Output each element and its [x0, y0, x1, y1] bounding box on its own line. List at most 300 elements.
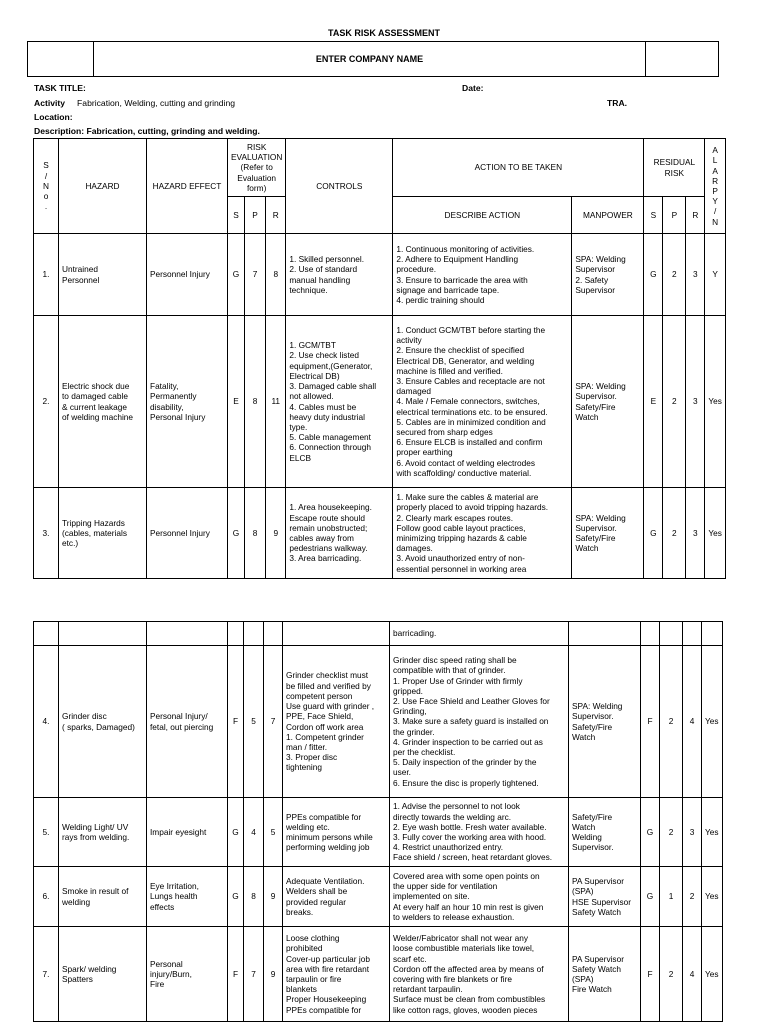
action-line: scarf etc. — [393, 953, 427, 964]
header-hazard: HAZARD — [59, 139, 147, 234]
action-line: procedure. — [396, 264, 437, 275]
header-residual-s: S — [644, 197, 663, 234]
risk-p: 7 — [244, 927, 264, 1022]
table-row — [34, 867, 723, 927]
manpower-line: HSE Supervisor — [572, 896, 632, 907]
control-line: Grinder checklist must — [286, 670, 369, 681]
activity-value: Fabrication, Welding, cutting and grinding — [77, 98, 236, 108]
action-line: 3. Make sure a safety guard is installed on — [393, 716, 549, 727]
header-alarp-char: L — [712, 155, 718, 166]
header-action-to-be-taken: ACTION TO BE TAKEN — [393, 139, 644, 197]
effect-line: Personnel Injury — [150, 527, 210, 538]
description-line — [34, 126, 260, 136]
risk-p: 8 — [244, 867, 264, 927]
risk-s: G — [228, 798, 244, 867]
action-cell — [390, 867, 569, 927]
row-number: 3. — [34, 488, 59, 579]
hazard-cell — [59, 867, 147, 927]
control-line: Loose clothing — [286, 933, 340, 944]
control-line: Welders shall be — [286, 886, 348, 897]
manpower-line: Welding — [572, 832, 602, 842]
action-line: directly towards the welding arc. — [393, 811, 512, 822]
action-line: secured from sharp edges — [396, 427, 493, 437]
effect-line: effects — [150, 901, 175, 912]
hazard-effect-cell — [147, 646, 228, 798]
manpower-line: Watch — [575, 411, 599, 422]
action-line: like cotton rags, gloves, wooden pieces — [393, 1004, 538, 1015]
control-line: technique. — [289, 284, 328, 295]
hazard-line: of welding machine — [62, 411, 134, 422]
action-line: to welders to release exhaustion. — [393, 911, 515, 922]
control-line: pedestrians walkway. — [289, 543, 368, 554]
header-alarp-char: / — [713, 206, 717, 217]
alarp-value: Yes — [702, 798, 723, 867]
row-number: 7. — [34, 927, 59, 1022]
control-line: 1. GCM/TBT — [289, 340, 336, 351]
header-risk-line: EVALUATION — [231, 152, 283, 163]
effect-line: Personnel Injury — [150, 269, 210, 280]
company-name-box[interactable] — [27, 41, 719, 77]
hazard-line: Untrained — [62, 264, 98, 275]
hazard-line: ( sparks, Damaged) — [62, 721, 135, 732]
manpower-line: Safety/Fire — [572, 721, 613, 732]
action-line: Covered area with some open points on — [393, 870, 540, 881]
hazard-effect-cell — [147, 867, 228, 927]
control-line: provided regular — [286, 896, 346, 907]
residual-p: 2 — [660, 646, 683, 798]
page-2-rows — [34, 646, 723, 1022]
control-line: tarpaulin or fire — [286, 974, 342, 984]
risk-r: 9 — [264, 867, 283, 927]
action-line: 1. Proper Use of Grinder with firmly — [393, 675, 523, 686]
control-line: minimum persons while — [286, 832, 373, 842]
action-line: 6. Ensure the disc is properly tightened. — [393, 777, 539, 788]
action-line: 2. Use Face Shield and Leather Gloves for — [393, 695, 550, 706]
control-line: remain unobstructed; — [289, 522, 368, 533]
manpower-line: (SPA) — [572, 974, 594, 984]
control-line: 3. Proper disc — [286, 752, 338, 763]
residual-p: 2 — [660, 927, 683, 1022]
control-line: Cover-up particular job — [286, 953, 370, 964]
controls-cell — [286, 488, 393, 579]
control-line: PPE, Face Shield, — [286, 711, 354, 722]
risk-r: 9 — [266, 488, 286, 579]
control-line: Electrical DB) — [289, 370, 340, 381]
header-sno-char: S — [43, 160, 49, 171]
action-line: 1. Make sure the cables & material are — [396, 492, 539, 503]
risk-r: 9 — [264, 927, 283, 1022]
manpower-line: Safety Watch — [572, 906, 622, 917]
location-label: Location: — [34, 112, 73, 122]
page-1-rows — [34, 234, 726, 579]
action-line: 4. Grinder inspection to be carried out as — [393, 736, 543, 747]
header-residual-r: R — [686, 197, 705, 234]
effect-line: Personal Injury — [150, 411, 206, 422]
action-line: essential personnel in working area — [396, 563, 527, 574]
manpower-line: (SPA) — [572, 886, 594, 897]
header-sno-char: . — [44, 201, 48, 212]
risk-r: 8 — [266, 234, 286, 316]
action-line: Grinding, — [393, 706, 427, 717]
manpower-line: Supervisor — [575, 264, 616, 275]
hazard-line: Smoke in result of — [62, 886, 129, 897]
table-row — [34, 234, 726, 316]
action-line: 4. Male / Female connectors, switches, — [396, 396, 540, 407]
action-line: 3. Fully cover the working area with hood. — [393, 832, 547, 842]
header-risk-evaluation — [228, 139, 286, 197]
cont-cell — [641, 622, 660, 646]
action-line: 2. Eye wash bottle. Fresh water available. — [393, 821, 547, 832]
action-line: Face shield / screen, heat retardant gloves. — [393, 852, 553, 863]
control-line: 1. Competent grinder — [286, 731, 364, 742]
hazard-cell — [59, 646, 147, 798]
action-line: 1. Conduct GCM/TBT before starting the — [396, 324, 546, 335]
residual-r: 4 — [683, 927, 702, 1022]
control-line: be filled and verified by — [286, 680, 371, 691]
manpower-line: Supervisor — [575, 284, 616, 295]
control-line: Adequate Ventilation. — [286, 876, 365, 887]
header-sno — [34, 139, 59, 234]
risk-p: 8 — [244, 488, 265, 579]
hazard-line: to damaged cable — [62, 391, 128, 402]
manpower-line: Safety Watch — [572, 963, 622, 974]
residual-r: 2 — [683, 867, 702, 927]
header-residual-risk — [644, 139, 705, 197]
action-line: 2. Adhere to Equipment Handling — [396, 254, 519, 265]
header-alarp-char: A — [712, 165, 718, 176]
cont-cell — [228, 622, 244, 646]
risk-p: 7 — [244, 234, 265, 316]
risk-p: 4 — [244, 798, 264, 867]
cont-cell — [264, 622, 283, 646]
risk-r: 7 — [264, 646, 283, 798]
control-line: 2. Use of standard — [289, 264, 358, 275]
manpower-line: Watch — [572, 821, 596, 832]
hazard-line: Welding Light/ UV — [62, 821, 129, 832]
manpower-line: PA Supervisor — [572, 953, 624, 964]
manpower-cell — [569, 798, 641, 867]
manpower-line: 2. Safety — [575, 274, 609, 285]
residual-r: 3 — [686, 316, 705, 488]
header-residual-line: RISK — [664, 167, 685, 178]
action-line: retardant tarpaulin. — [393, 984, 463, 995]
action-line: signage and barricade tape. — [396, 284, 500, 295]
risk-s: E — [228, 316, 245, 488]
residual-r: 3 — [686, 234, 705, 316]
manpower-cell — [569, 646, 641, 798]
manpower-line: Safety/Fire — [572, 811, 613, 822]
control-line: type. — [289, 421, 308, 432]
residual-r: 3 — [683, 798, 702, 867]
action-line: 3. Avoid unauthorized entry of non- — [396, 553, 525, 564]
action-line: loose combustible materials like towel, — [393, 943, 535, 954]
hazard-effect-cell — [147, 798, 228, 867]
row-number: 5. — [34, 798, 59, 867]
effect-line: Personal — [150, 958, 183, 969]
effect-line: injury/Burn, — [150, 968, 192, 979]
risk-table-page-2 — [33, 621, 723, 1022]
hazard-effect-cell — [147, 234, 228, 316]
effect-line: Impair eyesight — [150, 826, 207, 837]
cont-cell — [683, 622, 702, 646]
effect-line: Fatality, — [150, 381, 179, 392]
control-line: competent person — [286, 690, 353, 701]
controls-cell — [286, 234, 393, 316]
risk-table-page-1 — [33, 138, 726, 579]
residual-r: 4 — [683, 646, 702, 798]
residual-p: 2 — [663, 316, 686, 488]
action-line: Grinder disc speed rating shall be — [393, 655, 517, 666]
action-line: gripped. — [393, 685, 423, 696]
action-line: 4. perdic training should — [396, 294, 485, 305]
control-line: blankets — [286, 984, 317, 995]
hazard-line: Tripping Hazards — [62, 517, 125, 528]
header-risk-line: Evaluation — [237, 172, 277, 183]
header-risk-line: (Refer to — [240, 162, 273, 173]
manpower-line: SPA: Welding — [575, 512, 626, 523]
residual-s: E — [644, 316, 663, 488]
hazard-cell — [59, 488, 147, 579]
risk-s: F — [228, 646, 244, 798]
manpower-line: Supervisor. — [575, 522, 617, 533]
control-line: PPEs compatible for — [286, 1004, 362, 1015]
controls-cell — [283, 798, 390, 867]
action-line: damages. — [396, 543, 433, 554]
residual-s: F — [641, 927, 660, 1022]
action-line: electrical terminations etc. to be ensured. — [396, 406, 548, 417]
action-line: with scaffolding/ conductive material. — [396, 467, 532, 478]
risk-r: 5 — [264, 798, 283, 867]
action-line: implemented on site. — [393, 891, 470, 902]
hazard-line: Spark/ welding — [62, 963, 117, 974]
residual-s: G — [641, 798, 660, 867]
cont-cell — [569, 622, 641, 646]
manpower-line: Supervisor. — [572, 842, 614, 853]
cont-cell — [702, 622, 723, 646]
header-residual-line: RESIDUAL — [653, 157, 696, 168]
header-alarp-char: R — [712, 175, 719, 186]
risk-s: G — [228, 867, 244, 927]
manpower-line: Supervisor. — [575, 391, 617, 402]
control-line: 1. Area housekeeping. — [289, 502, 372, 513]
action-line: 2. Clearly mark escapes routes. — [396, 512, 514, 523]
action-line: 2. Ensure the checklist of specified — [396, 345, 525, 356]
control-line: 1. Skilled personnel. — [289, 254, 365, 265]
action-line: machine is filled and verified. — [396, 365, 503, 376]
risk-s: G — [228, 488, 245, 579]
residual-r: 3 — [686, 488, 705, 579]
description-value: Fabrication, cutting, grinding and welding. — [86, 126, 260, 136]
header-controls: CONTROLS — [286, 139, 393, 234]
header-hazard-effect: HAZARD EFFECT — [147, 139, 228, 234]
controls-cell — [283, 867, 390, 927]
continuation-text: barricading. — [390, 622, 569, 646]
action-line: 5. Daily inspection of the grinder by the — [393, 757, 537, 768]
cont-cell — [244, 622, 264, 646]
effect-line: Lungs health — [150, 891, 198, 902]
manpower-line: SPA: Welding — [572, 701, 623, 712]
hazard-line: Electric shock due — [62, 381, 130, 392]
hazard-line: Grinder disc — [62, 711, 107, 722]
header-residual-p: P — [663, 197, 686, 234]
action-line: 6. Avoid contact of welding electrodes — [396, 457, 536, 468]
control-line: equipment,(Generator, — [289, 360, 373, 371]
risk-s: F — [228, 927, 244, 1022]
manpower-cell — [572, 488, 644, 579]
action-cell — [393, 488, 572, 579]
control-line: heavy duty industrial — [289, 411, 365, 422]
hazard-line: Spatters — [62, 974, 93, 984]
control-line: 6. Connection through — [289, 442, 371, 453]
control-line: Cordon off work area — [286, 721, 364, 732]
cont-cell — [147, 622, 228, 646]
action-line: the upper side for ventilation — [393, 881, 498, 892]
table-row — [34, 646, 723, 798]
action-line: At every half an hour 10 min rest is given — [393, 901, 544, 912]
table-row — [34, 488, 726, 579]
control-line: ELCB — [289, 452, 312, 463]
control-line: manual handling — [289, 274, 351, 285]
alarp-value: Yes — [702, 646, 723, 798]
control-line: area with fire retardant — [286, 963, 370, 974]
hazard-line: & current leakage — [62, 401, 128, 412]
table-row — [34, 316, 726, 488]
control-line: Escape route should — [289, 512, 365, 523]
action-line: Surface must be clean from combustibles — [393, 994, 546, 1005]
action-line: minimizing tripping hazards & cable — [396, 533, 527, 543]
hazard-effect-cell — [147, 488, 228, 579]
header-alarp-char: P — [712, 186, 718, 196]
risk-p: 5 — [244, 646, 264, 798]
manpower-cell — [572, 316, 644, 488]
alarp-value: Y — [705, 234, 726, 316]
hazard-cell — [59, 234, 147, 316]
alarp-value: Yes — [705, 488, 726, 579]
manpower-line: Supervisor. — [572, 711, 614, 722]
header-risk-line: form) — [246, 182, 267, 193]
row-number: 4. — [34, 646, 59, 798]
action-line: Cordon off the affected area by means of — [393, 963, 544, 974]
header-alarp-char: A — [712, 145, 718, 156]
company-name-placeholder: ENTER COMPANY NAME — [315, 54, 424, 64]
action-line: 5. Cables are in minimized condition and — [396, 416, 546, 427]
risk-s: G — [228, 234, 245, 316]
control-line: man / fitter. — [286, 741, 328, 752]
header-sno-char: / — [44, 170, 48, 181]
hazard-line: etc.) — [62, 538, 79, 549]
header-sno-char: o — [43, 191, 49, 202]
control-line: 5. Cable management — [289, 432, 371, 443]
manpower-line: PA Supervisor — [572, 876, 624, 887]
hazard-line: Personnel — [62, 274, 100, 285]
controls-cell — [283, 927, 390, 1022]
cont-cell — [283, 622, 390, 646]
controls-cell — [286, 316, 393, 488]
row-number: 1. — [34, 234, 59, 316]
date-label: Date: — [462, 83, 484, 93]
action-line: 4. Restrict unauthorized entry. — [393, 842, 504, 853]
cont-cell — [660, 622, 683, 646]
header-manpower: MANPOWER — [572, 197, 644, 234]
action-line: user. — [393, 767, 411, 778]
action-line: damaged — [396, 386, 431, 397]
manpower-cell — [572, 234, 644, 316]
control-line: welding etc. — [286, 821, 330, 832]
action-line: per the checklist. — [393, 747, 456, 757]
risk-p: 8 — [244, 316, 265, 488]
alarp-value: Yes — [705, 316, 726, 488]
activity-line — [34, 98, 235, 108]
manpower-line: Fire Watch — [572, 984, 612, 995]
effect-line: disability, — [150, 401, 184, 412]
control-line: breaks. — [286, 906, 314, 917]
row-number: 6. — [34, 867, 59, 927]
alarp-value: Yes — [702, 867, 723, 927]
action-line: Welder/Fabricator shall not wear any — [393, 933, 528, 944]
header-alarp-char: N — [712, 216, 719, 227]
residual-s: G — [641, 867, 660, 927]
effect-line: Eye Irritation, — [150, 881, 199, 892]
manpower-cell — [569, 927, 641, 1022]
document-title: TASK RISK ASSESSMENT — [327, 28, 440, 38]
action-line: 3. Ensure to barricade the area with — [396, 274, 528, 285]
action-line: Follow good cable layout practices, — [396, 522, 526, 533]
header-describe-action: DESCRIBE ACTION — [393, 197, 572, 234]
hazard-effect-cell — [147, 316, 228, 488]
header-p: P — [244, 197, 265, 234]
residual-p: 1 — [660, 867, 683, 927]
risk-r: 11 — [266, 316, 286, 488]
control-line: not allowed. — [289, 391, 334, 402]
header-sno-char: N — [43, 180, 49, 191]
hazard-cell — [59, 316, 147, 488]
manpower-line: Watch — [572, 731, 596, 742]
hazard-effect-cell — [147, 927, 228, 1022]
action-line: 3. Ensure Cables and receptacle are not — [396, 375, 545, 386]
action-cell — [393, 234, 572, 316]
action-line: the grinder. — [393, 726, 435, 737]
table-row — [34, 927, 723, 1022]
control-line: 3. Area barricading. — [289, 553, 362, 564]
action-line: covering with fire blankets or fire — [393, 974, 512, 984]
control-line: PPEs compatible for — [286, 811, 362, 822]
cont-cell — [34, 622, 59, 646]
alarp-value: Yes — [702, 927, 723, 1022]
action-line: 6. Ensure ELCB is installed and confirm — [396, 437, 543, 448]
control-line: 3. Damaged cable shall — [289, 381, 377, 392]
activity-label: Activity — [34, 98, 66, 108]
right-cell-divider — [645, 42, 646, 76]
control-line: cables away from — [289, 533, 354, 543]
action-line: proper earthing — [396, 447, 453, 458]
residual-s: G — [644, 234, 663, 316]
effect-line: Fire — [150, 979, 165, 990]
manpower-line: Watch — [575, 543, 599, 554]
effect-line: fetal, out piercing — [150, 721, 214, 732]
tra-label: TRA. — [607, 98, 628, 108]
action-line: Electrical DB, Generator, and welding — [396, 355, 535, 366]
action-line: 1. Continuous monitoring of activities. — [396, 243, 535, 254]
header-s: S — [228, 197, 245, 234]
effect-line: Personal Injury/ — [150, 711, 208, 722]
header-alarp-char: Y — [712, 196, 718, 207]
control-line: tightening — [286, 762, 322, 773]
row-number: 2. — [34, 316, 59, 488]
table-row — [34, 798, 723, 867]
manpower-line: SPA: Welding — [575, 381, 626, 392]
control-line: 4. Cables must be — [289, 401, 357, 412]
header-alarp — [705, 139, 726, 234]
